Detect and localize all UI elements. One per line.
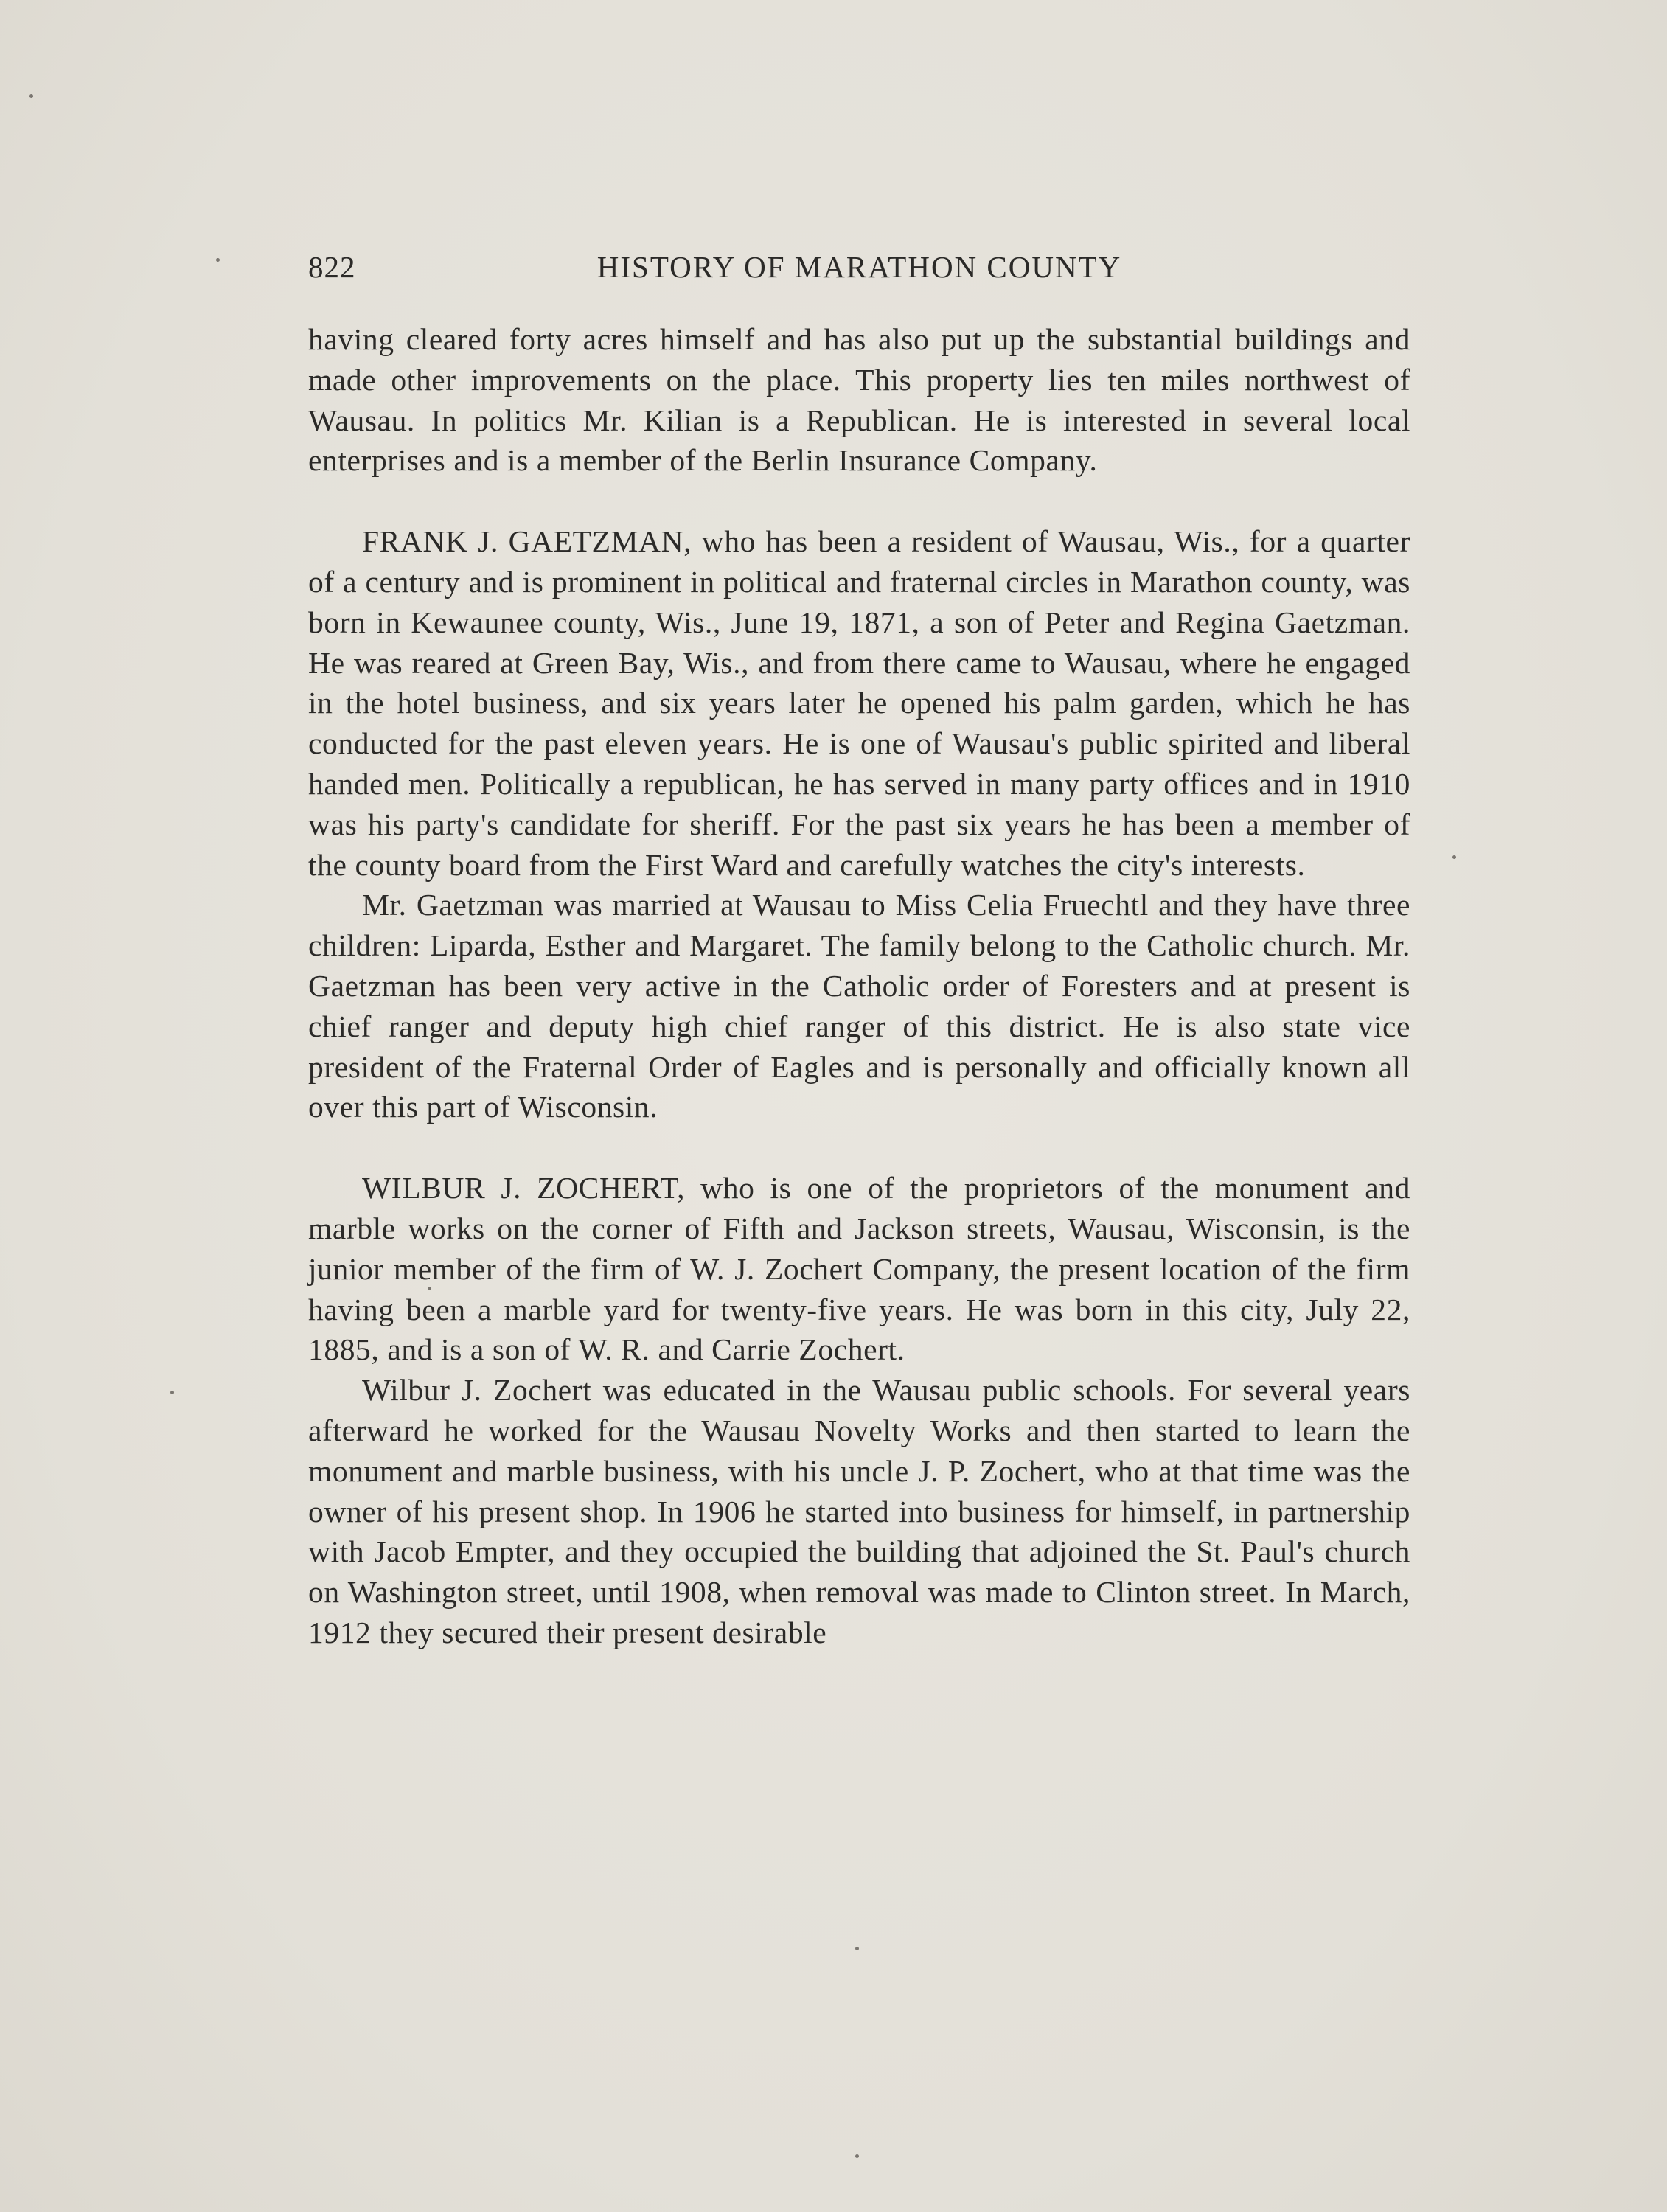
paper-speck xyxy=(855,1947,859,1950)
paper-speck xyxy=(29,94,33,98)
paper-speck xyxy=(170,1391,174,1394)
paper-speck xyxy=(216,258,220,262)
paper-speck xyxy=(428,1287,431,1290)
page-number: 822 xyxy=(308,250,356,284)
paragraph-kilian-continued: having cleared forty acres himself and has also put up the substantial buildings and made other improvements on the place. This property lies ten miles northwest of Wausau. In politics Mr. Kilian is a Republican. He is interested in several local enterprises and is a member of the Berlin Insurance Company. xyxy=(308,322,1410,478)
paper-speck xyxy=(1452,855,1456,859)
page-header xyxy=(308,249,1410,293)
paragraph-gaetzman-intro: FRANK J. GAETZMAN, who has been a resident of Wausau, Wis., for a quarter of a century and is prominent in political and fraternal circles in Marathon county, was born in Kewaunee county, Wis., June 19, 1871, a son of Peter and Regina Gaetzman. He was reared at Green Bay, Wis., and from there came to Wausau, where he engaged in the hotel business, and six years later he opened his palm garden, which he has conducted for the past eleven years. He is one of Wausau's public spirited and liberal handed men. Politically a republican, he has served in many party offices and in 1910 was his party's candidate for sheriff. For the past six years he has been a member of the county board from the First Ward and carefully watches the city's interests. xyxy=(308,524,1410,882)
paragraph-zochert-intro: WILBUR J. ZOCHERT, who is one of the proprietors of the monument and marble works on the corner of Fifth and Jackson streets, Wausau, Wisconsin, is the junior member of the firm of W. J. Zochert Company, the present location of the firm having been a marble yard for twenty-five years. He was born in this city, July 22, 1885, and is a son of W. R. and Carrie Zochert. xyxy=(308,1171,1410,1367)
running-title: HISTORY OF MARATHON COUNTY xyxy=(596,250,1122,284)
paragraph-zochert-career: Wilbur J. Zochert was educated in the Wausau public schools. For several years afterward he worked for the Wausau Novelty Works and then started to learn the monument and marble business, with his uncle J. P. Zochert, who at that time was the owner of his present shop. In 1906 he started into business for himself, in partnership with Jacob Empter, and they occupied the building that adjoined the St. Paul's church on Washington street, until 1908, when removal was made to Clinton street. In March, 1912 they secured their present desirable xyxy=(308,1373,1410,1649)
paragraph-gaetzman-family: Mr. Gaetzman was married at Wausau to Miss Celia Fruechtl and they have three children: Liparda, Esther and Margaret. The family belong to the Catholic church. Mr. Gaetzman has been very active in the Catholic order of Foresters and at present is chief ranger and deputy high chief ranger of this district. He is also state vice president of the Fraternal Order of Eagles and is personally and officially known all over this part of Wisconsin. xyxy=(308,888,1410,1124)
paper-speck xyxy=(855,2154,859,2158)
body-text xyxy=(308,319,1410,1653)
